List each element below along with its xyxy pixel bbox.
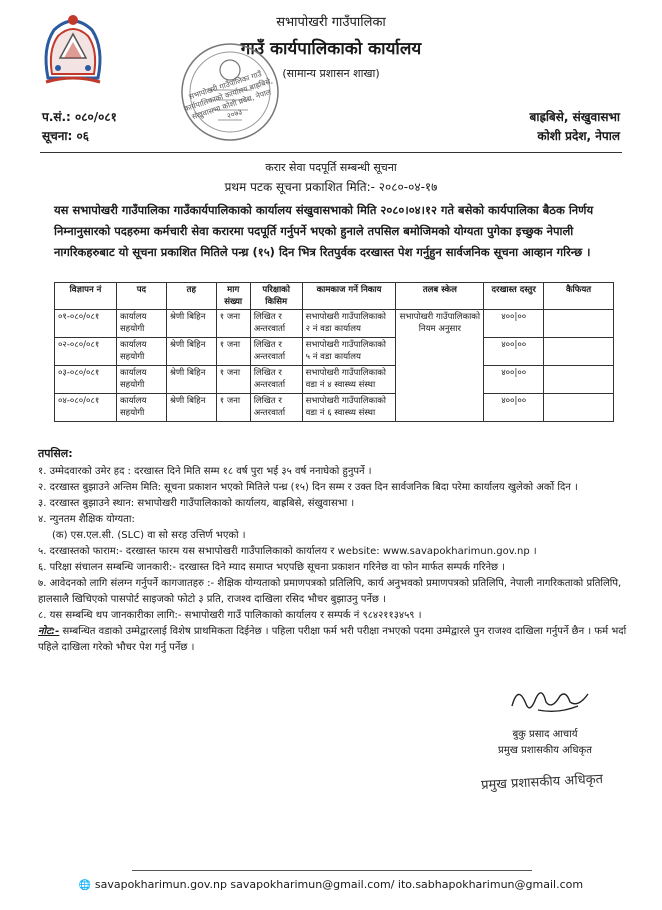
note-number: ६. <box>38 562 47 573</box>
cell-post: कार्यालय सहयोगी <box>116 394 166 422</box>
official-stamp: प्रमुख प्रशासकीय अधिकृत <box>480 771 604 794</box>
note-item <box>38 528 628 544</box>
vacancy-table <box>54 282 614 422</box>
cell-salary-scale: सभापोखरी गाउँपालिकाको नियम अनुसार <box>396 310 484 422</box>
municipality-name: सभापोखरी गाउँपालिका <box>276 15 386 30</box>
cell-post: कार्यालय सहयोगी <box>116 310 166 338</box>
note-number: ३. <box>38 498 47 509</box>
cell-fee: ४००|०० <box>484 366 544 394</box>
note-item <box>38 576 628 608</box>
note-remark-text: सम्बन्धित वडाको उम्मेद्वारलाई विशेष प्राथमिकता दिईनेछ । पहिला परीक्षा फर्म भरी परीक्षा नभएको पदमा उम्मेद्वारले पुन राजश्व दाखिला गर्नुपर्ने छैन । फर्म भर्दा पहिले दाखिला गरेको भौचर पेश गर्नु पर्नेछ । <box>38 626 627 653</box>
note-text: दरखास्त बुझाउने स्थान: सभापोखरी गाउँपालिकाको कार्यालय, बाह्रबिसे, संखुवासभा । <box>49 498 355 509</box>
note-item <box>38 512 628 528</box>
notes-heading: तपसिल: <box>38 447 73 460</box>
footer-contacts <box>0 878 662 891</box>
signatory-name: बुकु प्रसाद आचार्य <box>512 729 578 740</box>
office-name: गाउँ कार्यपालिकाको कार्यालय <box>240 39 422 59</box>
table-header-row <box>55 283 614 310</box>
note-text: न्युनतम शैक्षिक योग्यता: <box>49 514 135 525</box>
cell-level: श्रेणी बिहिन <box>166 310 216 338</box>
header-office: कामकाज गर्ने निकाय <box>302 283 396 310</box>
table-row <box>55 338 614 366</box>
header-count: माग संख्या <box>216 283 250 310</box>
cell-exam: लिखित र अन्तरवार्ता <box>250 310 302 338</box>
header-fee: दरखास्त दस्तुर <box>484 283 544 310</box>
cell-ad-no: ०२-०८०/०८१ <box>55 338 117 366</box>
globe-icon: 🌐 <box>78 880 92 891</box>
note-text: यस सम्बन्धि थप जानकारीका लागि:- सभापोखरी गाउँ पालिकाको कार्यालय र सम्पर्क नं ९८४२११३४५९ । <box>49 610 422 621</box>
intro-paragraph: यस सभापोखरी गाउँपालिका गाउँकार्यपालिकाको कार्यालय संखुवासभाको मिति २०८०।०४।१२ गते बसेको कार्यपालिका बैठक निर्णय निम्नानुसारको पदहरुमा कर्मचारी सेवा करारमा पदपूर्ति गर्नुपर्ने भएको हुनाले तपसिल बमोजिमको योग्यता पुगेका इच्छुक नेपाली नागरिकहरुबाट यो सूचना प्रकाशित मितिले पन्ध्र (१५) दिन भित्र रितपुर्वक दरखास्त पेश गर्नुहुन सार्वजनिक सूचना आव्हान गरिन्छ । <box>54 203 594 259</box>
footer-contacts-text: savapokharimun.gov.np savapokharimun@gmail.com/ ito.sabhapokharimun@gmail.com <box>94 878 584 891</box>
note-item <box>38 608 628 624</box>
cell-count: १ जना <box>216 366 250 394</box>
header-post: पद <box>116 283 166 310</box>
branch-name: (सामान्य प्रशासन शाखा) <box>282 67 380 80</box>
header-salary: तलब स्केल <box>396 283 484 310</box>
note-text: दरखास्तको फाराम:- दरखास्त फारम यस सभापोखरी गाउँपालिकाको कार्यालय र website: www.savapokharimun.gov.np । <box>49 546 537 557</box>
header-exam: परिक्षाको किसिम <box>250 283 302 310</box>
cell-exam: लिखित र अन्तरवार्ता <box>250 338 302 366</box>
cell-fee: ४००|०० <box>484 394 544 422</box>
cell-office: सभापोखरी गाउँपालिकाको ५ नं वडा कार्यालय <box>302 338 396 366</box>
cell-remarks <box>544 338 614 366</box>
cell-count: १ जना <box>216 338 250 366</box>
cell-level: श्रेणी बिहिन <box>166 394 216 422</box>
note-number: २. <box>38 482 47 493</box>
cell-post: कार्यालय सहयोगी <box>116 338 166 366</box>
reference-number: प.सं.: ०८०/०८१ <box>42 110 117 124</box>
published-date: प्रथम पटक सूचना प्रकाशित मिति:- २०८०-०४-१७ <box>224 180 438 194</box>
note-item <box>38 496 628 512</box>
address-line2: कोशी प्रदेश, नेपाल <box>537 129 620 143</box>
cell-exam: लिखित र अन्तरवार्ता <box>250 366 302 394</box>
address-line1: बाह्रबिसे, संखुवासभा <box>529 110 620 124</box>
note-label: नोट:- <box>38 626 60 637</box>
header-level: तह <box>166 283 216 310</box>
cell-office: सभापोखरी गाउँपालिकाको २ नं वडा कार्यालय <box>302 310 396 338</box>
notice-subject: करार सेवा पदपूर्ति सम्बन्धी सूचना <box>265 161 397 174</box>
table-row <box>55 394 614 422</box>
note-text: (क) एस.एल.सी. (SLC) वा सो सरह उत्तिर्ण भएको । <box>52 530 246 541</box>
cell-fee: ४००|०० <box>484 310 544 338</box>
cell-ad-no: ०३-०८०/०८१ <box>55 366 117 394</box>
note-text: उम्मेदवारको उमेर हद : दरखास्त दिने मिति सम्म १८ वर्ष पुरा भई ३५ वर्ष ननाघेको हुनुपर्ने । <box>49 466 372 477</box>
cell-remarks <box>544 310 614 338</box>
footer-divider <box>132 870 532 871</box>
cell-remarks <box>544 394 614 422</box>
note-number: ४. <box>38 514 47 525</box>
table-row <box>55 366 614 394</box>
signatory-title: प्रमुख प्रशासकीय अधिकृत <box>498 745 592 756</box>
note-number: ८. <box>38 610 47 621</box>
header-remarks: कैफियत <box>544 283 614 310</box>
note-item <box>38 560 628 576</box>
notice-number: सूचना: ०६ <box>42 129 89 143</box>
header-divider <box>40 152 622 153</box>
cell-fee: ४००|०० <box>484 338 544 366</box>
header-ad-no: विज्ञापन नं <box>55 283 117 310</box>
note-text: परिक्षा संचालन सम्बन्धि जानकारी:- दरखास्त दिने म्याद समाप्त भएपछि सूचना प्रकाशन गरिनेछ वा फोन मार्फत सम्पर्क गरिनेछ । <box>49 562 505 573</box>
cell-level: श्रेणी बिहिन <box>166 338 216 366</box>
note-remark <box>38 624 628 656</box>
note-text: आवेदनको लागि संलग्न गर्नुपर्ने कागजातहरु :- शैक्षिक योग्यताको प्रमाणपत्रको प्रतिलिपि, कार्य अनुभवको प्रमाणपत्रको प्रतिलिपि, नेपाली नागरिकताको प्रतिलिपि, हालसालै खिचिएको पासपोर्ट साइजको फोटो ३ प्रति, राजश्व दाखिला रसिद भौचर बुझाउनु पर्नेछ । <box>38 578 622 605</box>
seal-text: सभापोखरी गाउँपालिका गाउँ कार्यपालिकाको कार्यालय बाह्रबिसे, संखुवासभा कोशी प्रदेश, नेपाल २०७३ <box>182 69 274 122</box>
cell-ad-no: ०१-०८०/०८१ <box>55 310 117 338</box>
cell-count: १ जना <box>216 394 250 422</box>
note-number: १. <box>38 466 47 477</box>
table-row <box>55 310 614 338</box>
note-text: दरखास्त बुझाउने अन्तिम मिति: सूचना प्रकाशन भएको मितिले पन्ध्र (१५) दिन सम्म र उक्त दिन सार्वजनिक बिदा परेमा कार्यालय खुलेको अर्को दिन । <box>49 482 578 493</box>
note-item <box>38 464 628 480</box>
note-item <box>38 480 628 496</box>
note-item <box>38 544 628 560</box>
cell-ad-no: ०४-०८०/०८१ <box>55 394 117 422</box>
signature-mark <box>508 680 598 720</box>
cell-post: कार्यालय सहयोगी <box>116 366 166 394</box>
note-number: ७. <box>38 578 47 589</box>
cell-remarks <box>544 366 614 394</box>
cell-office: सभापोखरी गाउँपालिकाको वडा नं ६ स्वास्थ्य संस्था <box>302 394 396 422</box>
cell-level: श्रेणी बिहिन <box>166 366 216 394</box>
cell-office: सभापोखरी गाउँपालिकाको वडा नं ४ स्वास्थ्य संस्था <box>302 366 396 394</box>
cell-exam: लिखित र अन्तरवार्ता <box>250 394 302 422</box>
notes-section <box>38 446 628 656</box>
note-number: ५. <box>38 546 47 557</box>
cell-count: १ जना <box>216 310 250 338</box>
